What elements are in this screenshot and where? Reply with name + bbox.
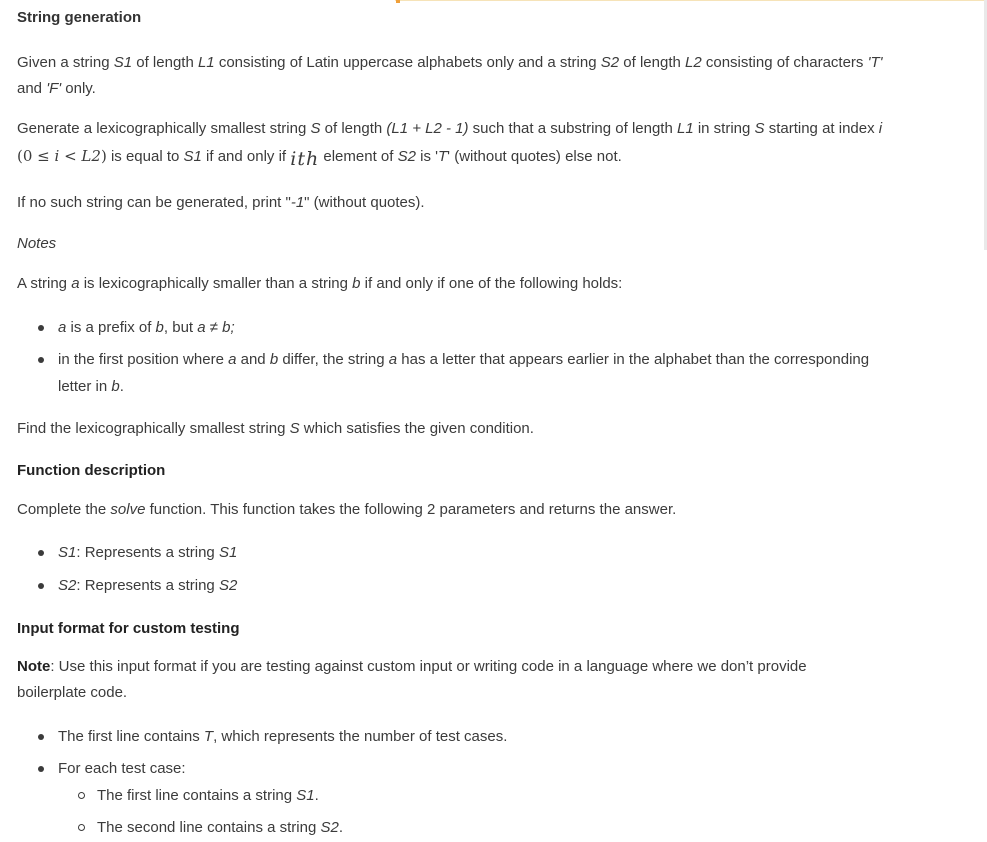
list-item: a is a prefix of b, but a ≠ b;	[38, 314, 938, 341]
sub-list-item: The first line contains a string S1.	[78, 782, 319, 809]
paragraph-lexicographic-def: A string a is lexicographically smaller than a string b if and only if one of the following holds:	[17, 275, 623, 292]
paragraph-note: Note: Use this input format if you are testing against custom input or writing code in a language where we don’t provide boilerplate code.	[17, 658, 807, 701]
paragraph-find: Find the lexicographically smallest string S which satisfies the given condition.	[17, 420, 534, 437]
section-title-function: Function description	[17, 462, 166, 479]
section-title-input: Input format for custom testing	[17, 620, 240, 637]
problem-title: String generation	[17, 9, 142, 26]
paragraph-task: Generate a lexicographically smallest string S of length (L1 + L2 - 1) such that a substring of length L1 in string S starting at index i (0 ≤ i < L2) is equal to S1 if and only if ith element of S2 is 'T' (without quotes) else not.	[17, 120, 883, 170]
sub-list-item: The second line contains a string S2.	[78, 814, 343, 841]
paragraph-function-desc: Complete the solve function. This function takes the following 2 parameters and returns the answer.	[17, 501, 677, 518]
accent-mark	[396, 0, 400, 3]
top-divider	[395, 0, 987, 1]
list-item: For each test case:	[38, 755, 938, 782]
list-item: S1: Represents a string S1	[38, 539, 938, 566]
paragraph-no-solution: If no such string can be generated, print "-1" (without quotes).	[17, 194, 425, 211]
notes-label: Notes	[17, 235, 57, 252]
index-range-math: (0 ≤ i < L2)	[17, 147, 107, 165]
list-item: S2: Represents a string S2	[38, 572, 938, 599]
list-item: The first line contains T, which represents the number of test cases.	[38, 723, 938, 750]
paragraph-input-description: Given a string S1 of length L1 consisting of Latin uppercase alphabets only and a string S2 of length L2 consisting of characters 'T' and 'F' only.	[17, 54, 883, 97]
ith-math: ith	[290, 148, 320, 170]
list-item: in the first position where a and b differ, the string a has a letter that appears earlier in the alphabet than the corresponding letter in b.	[38, 346, 938, 400]
